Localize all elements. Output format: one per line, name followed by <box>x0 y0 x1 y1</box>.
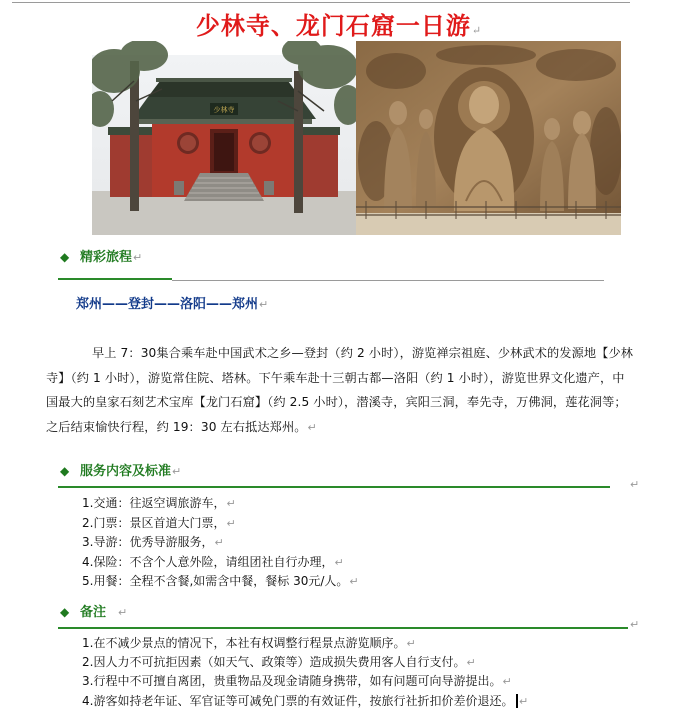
notes-list <box>82 634 528 711</box>
diamond-icon: ◆ <box>60 250 70 264</box>
page-title: 少林寺、龙门石窟一日游↵ <box>195 11 483 40</box>
paragraph-mark: ↵ <box>502 675 512 689</box>
paragraph-mark: ↵ <box>466 656 476 670</box>
section-services-rule <box>58 486 610 488</box>
itinerary-route: 郑州——登封——洛阳——郑州↵ <box>76 297 269 312</box>
list-item: 4.保险：不含个人意外险，请组团社自行办理，↵ <box>82 554 344 569</box>
paragraph-mark: ↵ <box>118 606 128 619</box>
diamond-icon: ◆ <box>60 464 70 478</box>
paragraph-mark: ↵ <box>259 298 269 311</box>
list-item: 2.门票：景区首道大门票，↵ <box>82 515 236 530</box>
diamond-icon: ◆ <box>60 605 70 619</box>
section-services-heading: ◆ 服务内容及标准↵ <box>60 464 182 479</box>
list-item: 4.游客如持老年证、军官证等可减免门票的有效证件，按旅行社折扣价差价退还。 ↵ <box>82 693 529 708</box>
section-highlights-rule-accent <box>58 278 172 280</box>
paragraph-mark: ↵ <box>334 555 344 569</box>
paragraph-mark: ↵ <box>630 618 640 631</box>
list-item: 3.行程中不可擅自离团，贵重物品及现金请随身携带，如有问题可向导游提出。↵ <box>82 674 512 689</box>
section-notes-heading: ◆ 备注 ↵ <box>60 605 128 620</box>
section-highlights-heading: ◆ 精彩旅程↵ <box>60 250 143 265</box>
paragraph-mark: ↵ <box>406 637 416 650</box>
itinerary-description: 早上 7：30集合乘车赴中国武术之乡—登封（约 2 小时），游览禅宗祖庭、少林武术的发源地【少林寺】（约 1 小时），游览常住院、塔林。下午乘车赴十三朝古都—洛阳（约 1 小时），游览世界文化遗产，中国最大的皇家石刻艺术宝库【龙门石窟】（约 2.5 小时），潜溪寺，宾阳三洞，奉先寺，万佛洞，莲花洞等；之后结束愉快行程，约 19：30 左右抵达郑州。↵ <box>46 346 634 434</box>
paragraph-mark: ↵ <box>349 575 359 588</box>
page-top-border <box>12 2 630 3</box>
paragraph-mark: ↵ <box>630 478 640 491</box>
section-notes-rule <box>58 627 628 629</box>
paragraph-mark: ↵ <box>133 251 143 264</box>
paragraph-mark: ↵ <box>226 516 236 530</box>
shaolin-temple-photo <box>92 41 356 235</box>
list-item: 5.用餐：全程不含餐,如需含中餐，餐标 30元/人。↵ <box>82 574 359 588</box>
list-item: 2.因人力不可抗拒因素（如天气、政策等）造成损失费用客人自行支付。↵ <box>82 655 476 670</box>
services-list <box>82 494 359 592</box>
list-item: 3.导游：优秀导游服务，↵ <box>82 535 224 549</box>
svg-text:少林寺: 少林寺 <box>213 106 235 114</box>
text-cursor[interactable] <box>516 694 518 708</box>
paragraph-mark: ↵ <box>471 24 483 37</box>
section-highlights-rule <box>172 280 604 281</box>
paragraph-mark: ↵ <box>226 497 236 510</box>
paragraph-mark: ↵ <box>518 694 529 708</box>
paragraph-mark: ↵ <box>214 536 224 549</box>
longmen-grottoes-photo <box>356 41 621 235</box>
paragraph-mark: ↵ <box>307 420 317 434</box>
list-item: 1.在不减少景点的情况下，本社有权调整行程景点游览顺序。↵ <box>82 636 416 650</box>
list-item: 1.交通：往返空调旅游车，↵ <box>82 496 236 510</box>
paragraph-mark: ↵ <box>172 465 182 478</box>
